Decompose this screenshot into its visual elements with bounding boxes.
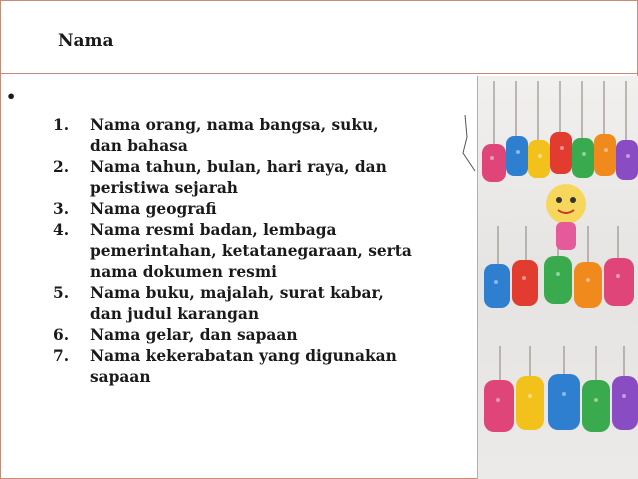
list-number: 3. (53, 200, 70, 218)
list-item (53, 346, 413, 388)
list-number: 4. (53, 221, 70, 239)
list-item (53, 199, 413, 220)
list-item (53, 157, 413, 199)
list-number: 5. (53, 284, 70, 302)
list-text: Nama geografi (90, 200, 217, 218)
list-text: Nama orang, nama bangsa, suku, dan bahasa (90, 116, 379, 155)
list-text: Nama tahun, bulan, hari raya, dan peristiwa sejarah (90, 158, 387, 197)
alphabet-keychains-photo (477, 76, 638, 479)
list-item (53, 115, 413, 157)
list-text: Nama kekerabatan yang digunakan sapaan (90, 347, 397, 386)
bullet-marker: • (6, 87, 17, 106)
title-bar (1, 1, 637, 74)
list-item (53, 220, 413, 283)
list-number: 6. (53, 326, 70, 344)
list-number: 2. (53, 158, 70, 176)
list-number: 1. (53, 116, 70, 134)
list-text: Nama buku, majalah, surat kabar, dan judul karangan (90, 284, 384, 323)
list-item (53, 283, 413, 325)
keychain-letters-illustration (478, 76, 638, 479)
name-rules-list (53, 115, 413, 388)
list-number: 7. (53, 347, 70, 365)
list-item (53, 325, 413, 346)
slide-title: Nama (58, 31, 114, 51)
list-text: Nama gelar, dan sapaan (90, 326, 298, 344)
list-text: Nama resmi badan, lembaga pemerintahan, ketatanegaraan, serta nama dokumen resmi (90, 221, 412, 281)
